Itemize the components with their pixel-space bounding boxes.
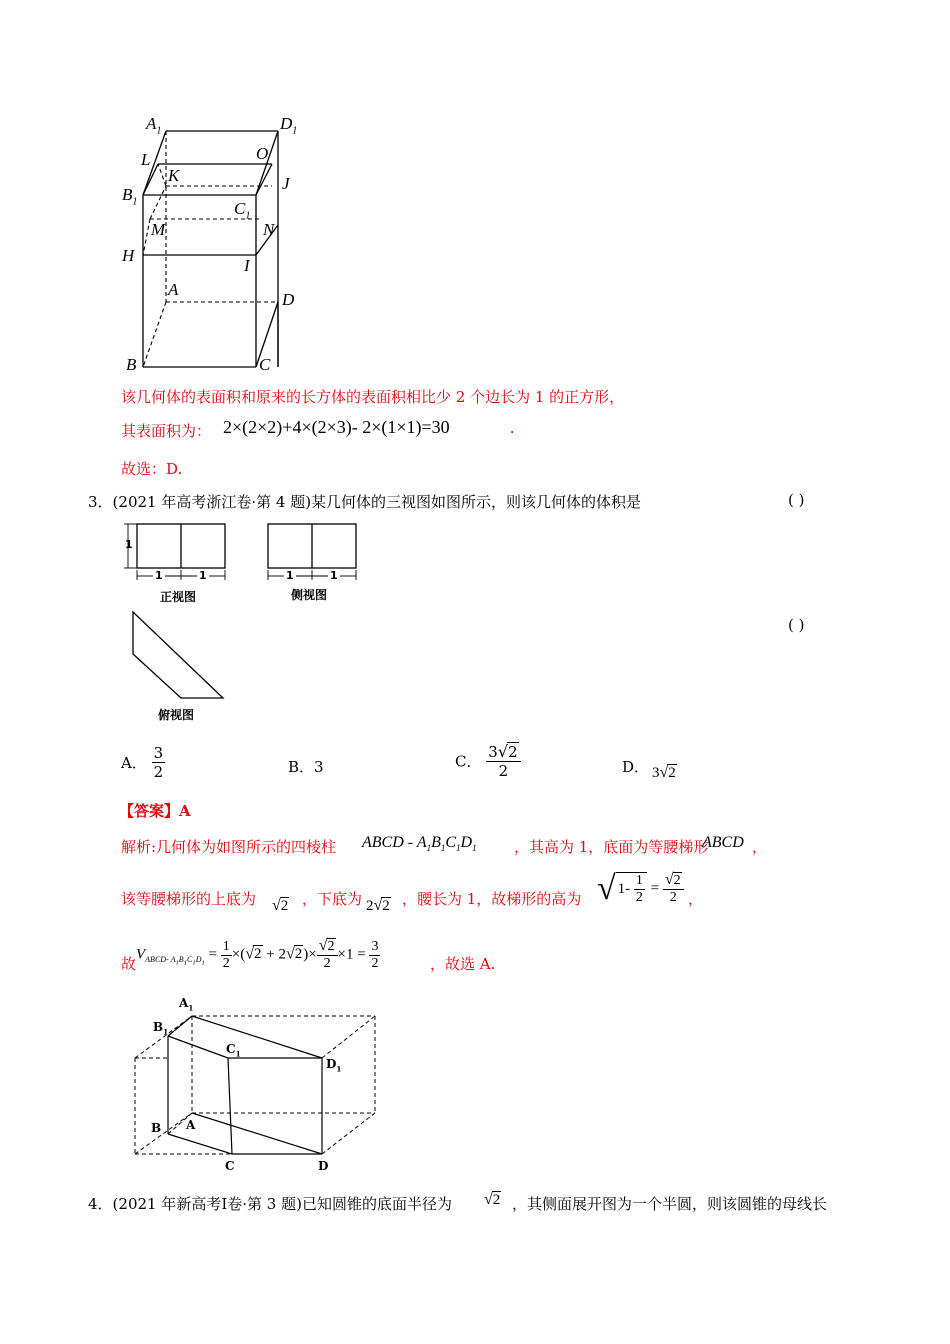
q3-option-a[interactable] <box>121 744 165 781</box>
fig2-label-a1: $A_1$ <box>179 996 194 1013</box>
fig1-label-l: L <box>141 150 151 169</box>
fig1-label-i: I <box>244 256 250 275</box>
q3-answer-tag: 【答案】A <box>119 802 191 820</box>
q3-dim-vertical: 1 <box>125 538 133 551</box>
q3-analysis-l2b: ，下底为 <box>302 890 363 908</box>
q4-stem-a: (2021 年新高考Ⅰ卷·第 3 题)已知圆锥的底面半径为 <box>112 1195 452 1213</box>
fig2-label-d: D <box>318 1159 329 1173</box>
q3-analysis-line1 <box>121 836 336 857</box>
q3-dim-front-left: 1 <box>155 569 163 582</box>
q3-option-c-fraction: $\frac{3√2}{2}$ <box>486 742 520 780</box>
q3-analysis-l3b: ，故选 A. <box>430 955 496 973</box>
q3-side-view-caption: 侧视图 <box>291 588 328 602</box>
q3-option-a-fraction: $\frac{3}{2}$ <box>153 744 164 781</box>
q3-stem <box>88 491 641 512</box>
fig1-label-h: H <box>122 246 135 265</box>
q3-option-b-label: B． <box>288 758 315 776</box>
fig2-label-c: C <box>225 1159 235 1173</box>
fig1-label-o: O <box>256 144 269 163</box>
q3-analysis-l2a: 该等腰梯形的上底为 <box>121 890 257 908</box>
fig2-label-a: A <box>186 1118 196 1132</box>
q3-option-c-label: C． <box>455 752 482 771</box>
solution2-prefix: 其表面积为： <box>121 422 212 440</box>
q3-dim-side-left: 1 <box>286 569 294 582</box>
fig1-label-a: A <box>168 280 179 299</box>
solution2-answer: 故选：D. <box>121 460 183 478</box>
q4-radius: √2 <box>484 1191 501 1208</box>
q3-analysis-l2d: ， <box>688 890 704 908</box>
q3-analysis-l1a: 解析:几何体为如图所示的四棱柱 <box>121 838 337 856</box>
q3-analysis-l1c: ， <box>752 838 768 856</box>
q3-three-views <box>118 518 363 723</box>
fig1-label-b: B <box>126 355 137 374</box>
q3-option-b-value: 3 <box>314 758 324 776</box>
q3-analysis-upper-base: √2 <box>272 897 289 914</box>
fig1-label-c1: $C_1$ <box>234 199 251 222</box>
fig1-label-k: K <box>168 166 180 185</box>
q3-number: 3． <box>88 493 113 511</box>
q3-option-c[interactable] <box>455 742 521 780</box>
q3-analysis-lower-base: 2√2 <box>366 897 390 914</box>
fig2-label-b: B <box>151 1121 162 1135</box>
q3-analysis-l2c: ，腰长为 1，故梯形的高为 <box>402 890 582 908</box>
q3-analysis-height-formula: √ 1- $\frac{1}{2}$ = $\frac{√2}{2}$ <box>597 872 684 906</box>
q4-stem-b: ，其侧面展开图为一个半圆，则该圆锥的母线长 <box>512 1195 828 1213</box>
q3-bracket: ( ) <box>788 491 805 509</box>
q3-analysis-l3a: 故 <box>121 955 137 973</box>
q4-number: 4． <box>88 1195 113 1213</box>
solution2-line1: 该几何体的表面积和原来的长方体的表面积相比少 2 个边长为 1 的正方形， <box>121 388 625 406</box>
q3-analysis-volume-formula: $V_{ABCD- A_1B_1C_1D_1}$ = $\frac{1}{2}$ ×(√2 + 2√2)× $\frac{√2}{2}$ ×1 = $\frac{3}{2}$ <box>136 937 379 971</box>
q3-front-view-caption: 正视图 <box>160 590 197 604</box>
q3-dim-side-right: 1 <box>330 569 338 582</box>
fig1-label-a1: $A_1$ <box>146 114 162 137</box>
q3-option-d-label: D． <box>622 758 650 776</box>
solution2-line2 <box>121 420 211 441</box>
q3-dim-front-right: 1 <box>199 569 207 582</box>
q3-analysis-prism: ABCD - $A_1B_1C_1D_1$ <box>362 834 477 854</box>
q3-option-d-value: 3√2 <box>652 764 676 781</box>
fig2-label-d1: $D_1$ <box>326 1057 342 1074</box>
q4-stem <box>88 1193 452 1214</box>
q3-analysis-l1b: ，其高为 1，底面为等腰梯形 <box>514 838 709 856</box>
fig1-label-c: C <box>259 355 271 374</box>
fig1-label-b1: $B_1$ <box>122 185 138 208</box>
fig1-label-d: D <box>282 290 295 309</box>
fig1-label-j: J <box>282 174 290 193</box>
solution2-formula: 2×(2×2)+4×(2×3)- 2×(1×1)=30 <box>223 417 450 437</box>
q3-top-view-caption: 俯视图 <box>158 708 195 722</box>
fig1-label-m: M <box>151 220 166 239</box>
fig1-label-d1: $D_1$ <box>280 114 298 137</box>
solution2-formula-period: . <box>510 418 515 437</box>
q3-option-d[interactable] <box>622 756 649 777</box>
q3-option-b[interactable] <box>288 756 324 777</box>
q3-analysis-base: ABCD <box>702 834 744 851</box>
fig2-label-c1: $C_1$ <box>226 1042 241 1059</box>
fig1-label-n: N <box>263 220 275 239</box>
q3-bracket-2: ( ) <box>788 616 805 634</box>
q3-option-a-label: A． <box>121 754 147 772</box>
q3-stem-text: (2021 年高考浙江卷·第 4 题)某几何体的三视图如图所示，则该几何体的体积是 <box>112 493 642 511</box>
figure-1-prism <box>110 105 320 380</box>
fig2-label-b1: $B_1$ <box>153 1020 169 1037</box>
